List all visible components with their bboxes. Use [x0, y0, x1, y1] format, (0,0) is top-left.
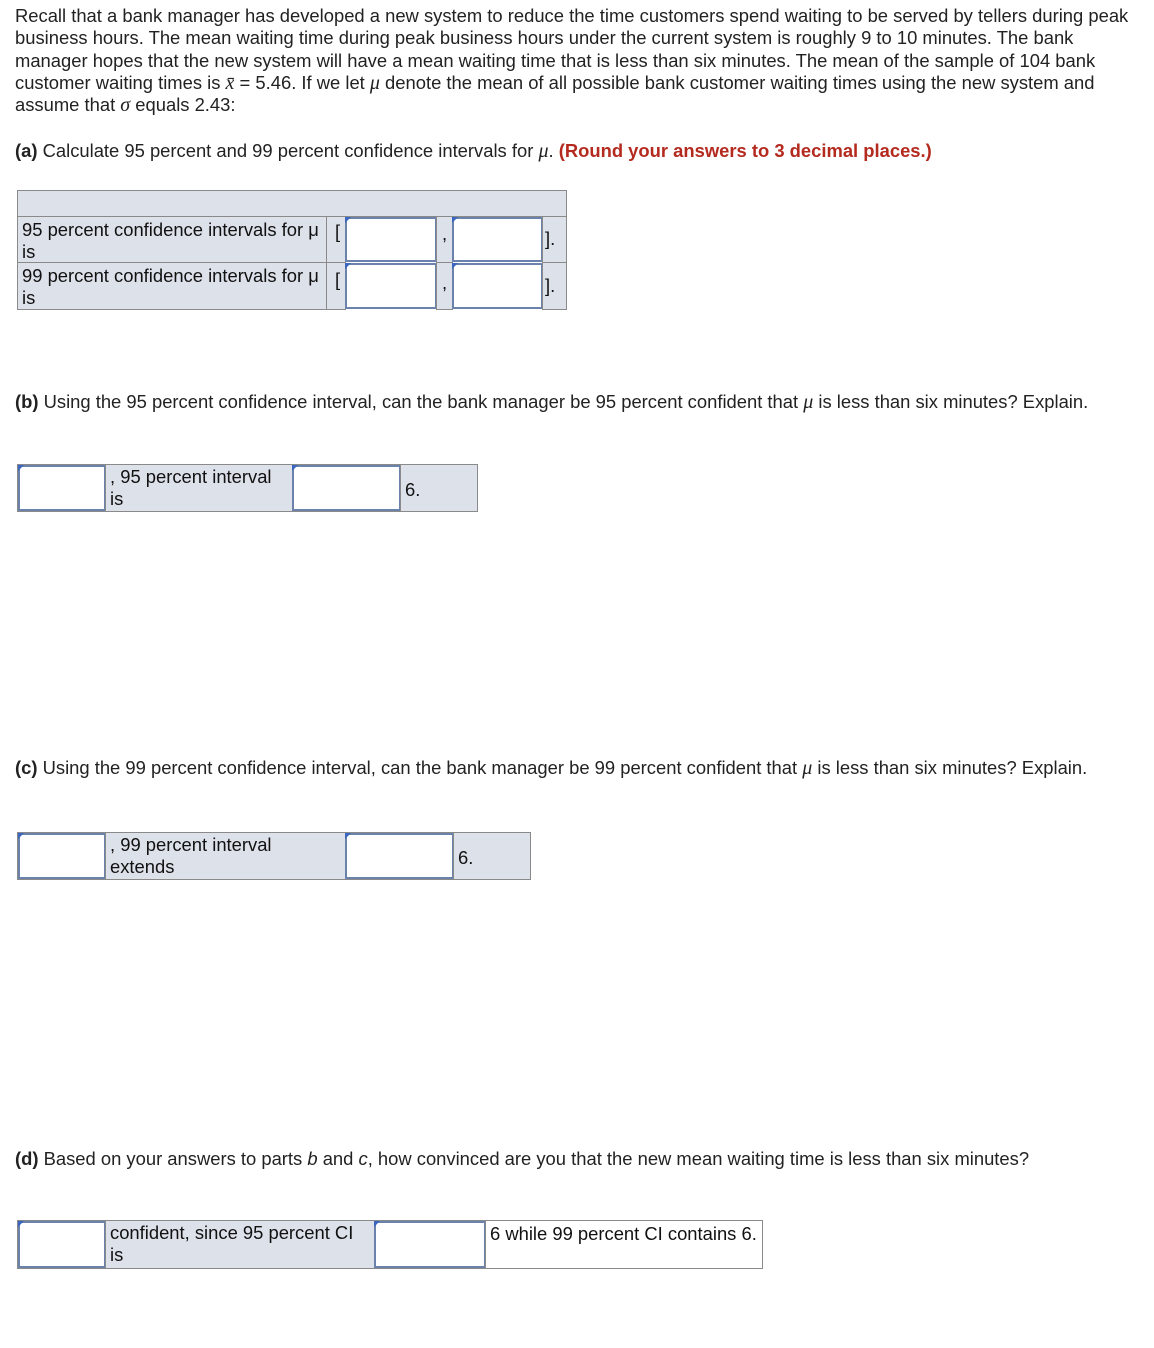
part-a-question: (a) Calculate 95 percent and 99 percent confidence intervals for μ. (Round your answers to 3 decimal places.) — [15, 140, 932, 162]
row-95-label: 95 percent confidence intervals for μ is — [17, 216, 327, 263]
part-b-middle-text: , 95 percent interval is — [105, 464, 293, 512]
row-99-open-bracket: [ — [326, 262, 346, 310]
part-c-comparison-select[interactable] — [345, 833, 454, 879]
part-d-confidence-select[interactable] — [18, 1221, 106, 1268]
part-b-comparison-select[interactable] — [292, 465, 401, 511]
ci95-lower-input[interactable] — [345, 217, 437, 262]
part-c-yes-no-select[interactable] — [18, 833, 106, 879]
part-d-answer-row — [17, 1220, 763, 1269]
part-d-question: (d) Based on your answers to parts b and c, how convinced are you that the new mean waiting time is less than six minutes? — [15, 1148, 1030, 1169]
part-c-question: (c) Using the 99 percent confidence interval, can the bank manager be 99 percent confident that μ is less than six minutes? Explain. — [15, 757, 1088, 779]
part-d-end-text: 6 while 99 percent CI contains 6. — [485, 1220, 763, 1269]
part-c-middle-text: , 99 percent interval extends — [105, 832, 346, 880]
part-b-answer-row — [17, 464, 478, 512]
row-99-label: 99 percent confidence intervals for μ is — [17, 262, 327, 310]
part-a-table — [17, 190, 567, 310]
problem-statement: Recall that a bank manager has developed a new system to reduce the time customers spend waiting to be served by tellers during peak business hours. The mean waiting time during peak business hours under the current system is roughly 9 to 10 minutes. The bank manager hopes that the new system will have a mean waiting time that is less than six minutes. The mean of the sample of 104 bank customer waiting times is x̄ = 5.46. If we let μ denote the mean of all possible bank customer waiting times using the new system and assume that σ equals 2.43: — [15, 5, 1129, 117]
row-99-comma: , — [436, 262, 453, 310]
ci95-upper-input[interactable] — [452, 217, 543, 262]
part-c-end-text: 6. — [453, 832, 531, 880]
part-d-middle-text: confident, since 95 percent CI is — [105, 1220, 375, 1269]
part-d-comparison-select[interactable] — [374, 1221, 486, 1268]
row-95-close-bracket: ]. — [542, 216, 567, 263]
row-95-comma: , — [436, 216, 453, 263]
part-b-end-text: 6. — [400, 464, 478, 512]
table-header-row — [17, 190, 567, 217]
ci99-lower-input[interactable] — [345, 263, 437, 309]
row-95-open-bracket: [ — [326, 216, 346, 263]
part-b-question: (b) Using the 95 percent confidence interval, can the bank manager be 95 percent confident that μ is less than six minutes? Explain. — [15, 391, 1089, 413]
row-99-close-bracket: ]. — [542, 262, 567, 310]
ci99-upper-input[interactable] — [452, 263, 543, 309]
part-c-answer-row — [17, 832, 531, 880]
part-b-yes-no-select[interactable] — [18, 465, 106, 511]
